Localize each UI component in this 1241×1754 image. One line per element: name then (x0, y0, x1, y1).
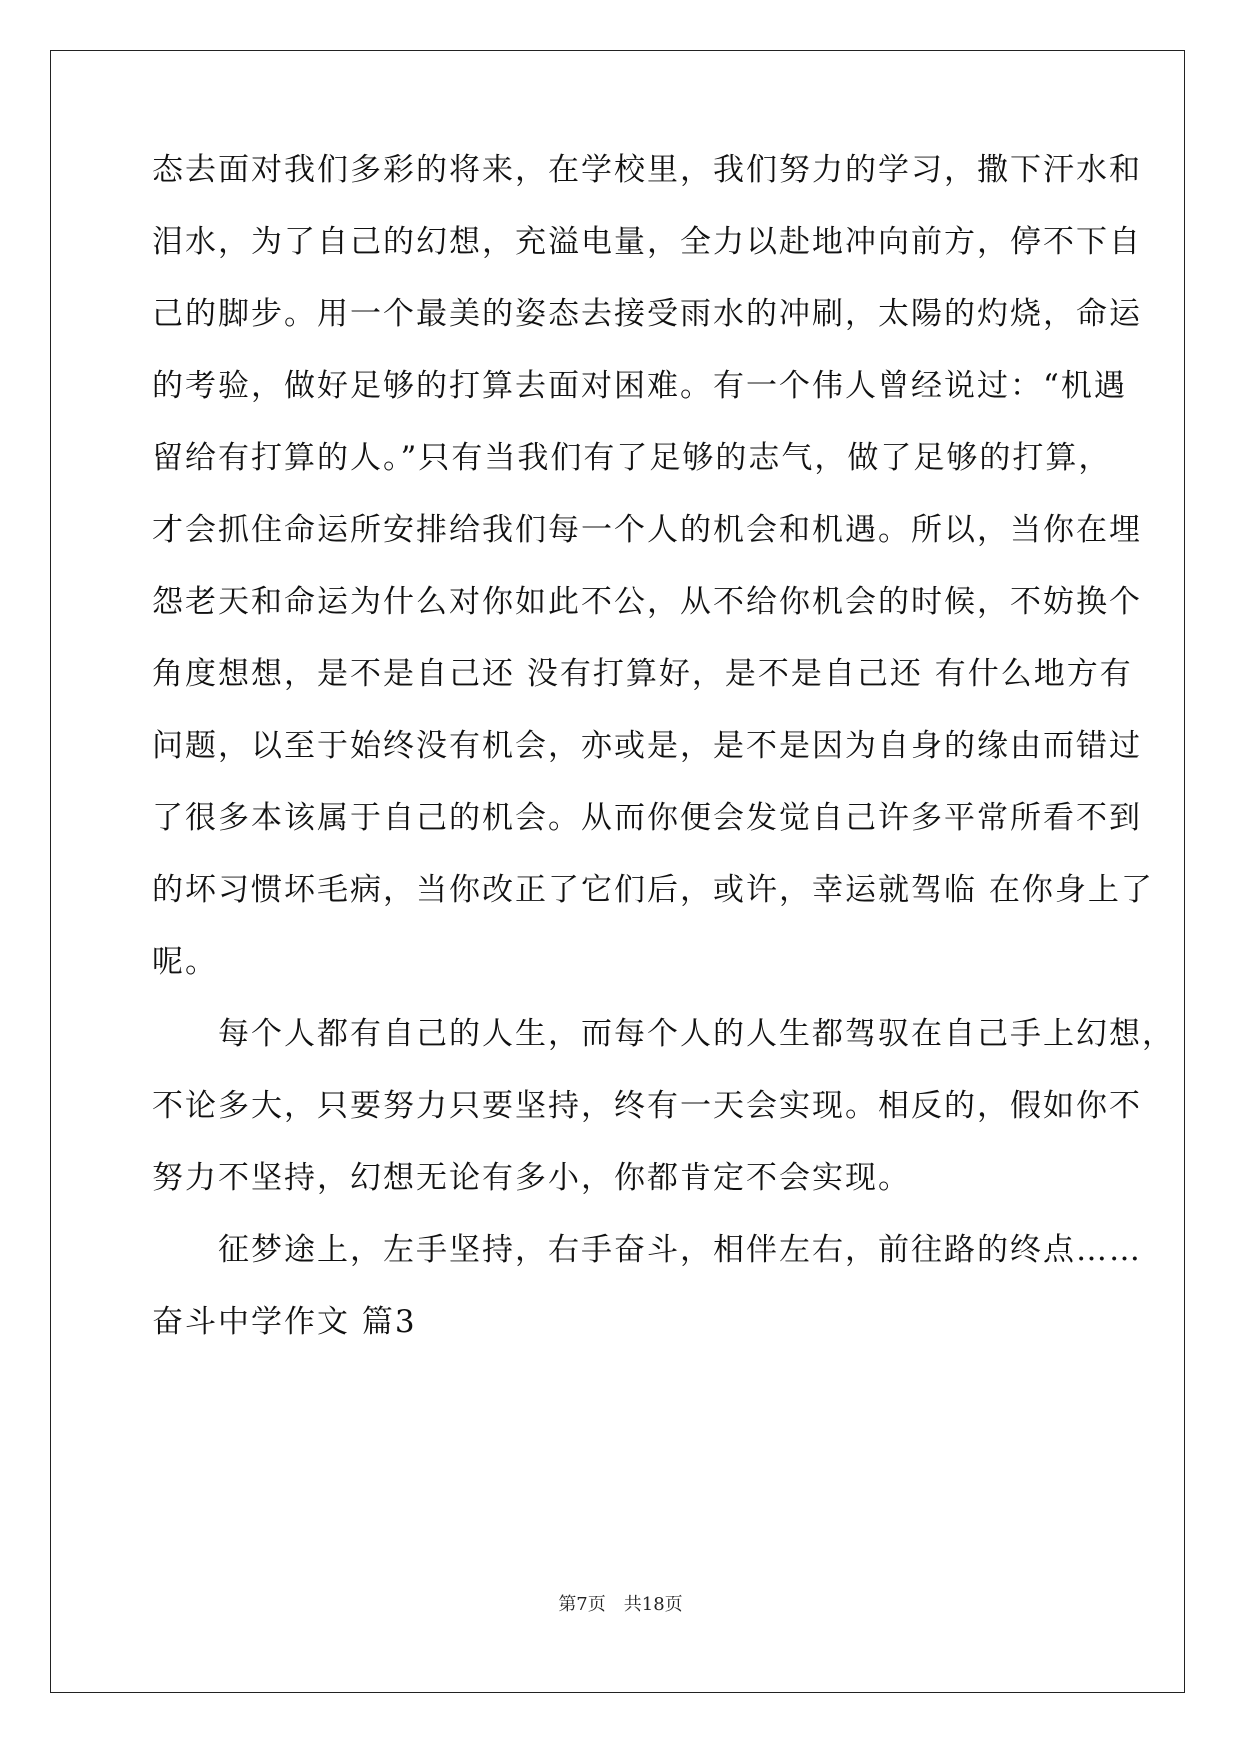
paragraph-line: 泪水，为了自己的幻想，充溢电量，全力以赴地冲向前方，停不下自 (152, 224, 1142, 260)
paragraph-line: 态去面对我们多彩的将来，在学校里，我们努力的学习，撒下汗水和 (152, 152, 1142, 188)
paragraph-line: 己的脚步。用一个最美的姿态去接受雨水的冲刷，太陽的灼烧，命运 (152, 296, 1142, 332)
paragraph-line: 留给有打算的人。”只有当我们有了足够的志气，做了足够的打算， (152, 440, 1112, 476)
section-heading: 奋斗中学作文 篇3 (152, 1304, 417, 1340)
paragraph-line: 呢。 (152, 944, 218, 980)
paragraph-line: 才会抓住命运所安排给我们每一个人的机会和机遇。所以，当你在埋 (152, 512, 1142, 548)
paragraph-line: 问题，以至于始终没有机会，亦或是，是不是因为自身的缘由而错过 (152, 728, 1142, 764)
page-number-footer: 第7页 共18页 (558, 1594, 683, 1615)
paragraph-line: 征梦途上，左手坚持，右手奋斗，相伴左右，前往路的终点…… (152, 1232, 1142, 1268)
paragraph-line: 角度想想，是不是自己还 没有打算好，是不是自己还 有什么地方有 (152, 656, 1133, 692)
paragraph-line: 的坏习惯坏毛病，当你改正了它们后，或许，幸运就驾临 在你身上了 (152, 872, 1154, 908)
paragraph-line: 的考验，做好足够的打算去面对困难。有一个伟人曾经说过：“机遇 (152, 368, 1127, 404)
paragraph-line: 了很多本该属于自己的机会。从而你便会发觉自己许多平常所看不到 (152, 800, 1142, 836)
paragraph-line: 努力不坚持，幻想无论有多小，你都肯定不会实现。 (152, 1160, 911, 1196)
paragraph-line: 每个人都有自己的人生，而每个人的人生都驾驭在自己手上幻想， (152, 1016, 1175, 1052)
paragraph-line: 怨老天和命运为什么对你如此不公，从不给你机会的时候，不妨换个 (152, 584, 1142, 620)
paragraph-line: 不论多大，只要努力只要坚持，终有一天会实现。相反的，假如你不 (152, 1088, 1142, 1124)
